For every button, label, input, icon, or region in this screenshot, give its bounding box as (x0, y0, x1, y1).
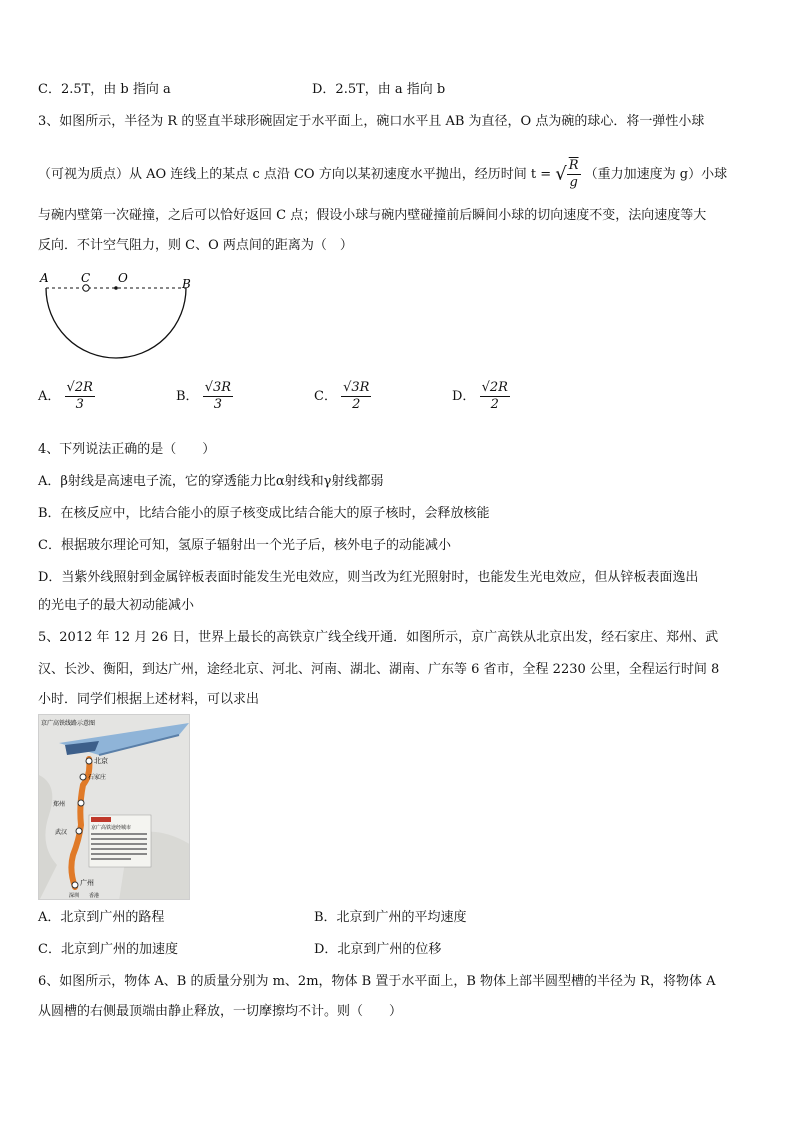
map-legend-title: 京广高铁途经城市 (91, 825, 132, 831)
q3-line-2 (38, 158, 727, 191)
option-d-prev: D．2.5T，由 a 指向 b (312, 82, 446, 97)
q5-option-a: A．北京到广州的路程 (38, 910, 165, 925)
q3-option-c (314, 380, 371, 413)
bowl-diagram (36, 266, 206, 366)
q5-option-b: B．北京到广州的平均速度 (314, 910, 467, 925)
q3-option-c-label: C． (314, 389, 337, 404)
city-wuhan: 武汉 (55, 829, 68, 836)
label-a: A (40, 271, 49, 285)
q5-line-3: 小时．同学们根据上述材料，可以求出 (38, 692, 260, 707)
ball-icon (83, 285, 89, 291)
city-beijing: 北京 (94, 757, 108, 765)
q3-line-3: 与碗内壁第一次碰撞，之后可以恰好返回 C 点；假设小球与碗内壁碰撞前后瞬间小球的切向速度不变，法向速度等大 (38, 208, 707, 223)
q3-option-a-label: A． (38, 389, 61, 404)
q3-time-den: g (569, 175, 578, 190)
q3-line-2-a: （可视为质点）从 AO 连线上的某点 c 点沿 CO 方向以某初速度水平抛出，经历时间 t = (38, 167, 552, 182)
label-o: O (118, 271, 128, 285)
q3-line-4: 反向．不计空气阻力，则 C、O 两点间的距离为（ ） (38, 238, 353, 253)
q5-option-c: C．北京到广州的加速度 (38, 942, 178, 957)
q4-stem: 4、下列说法正确的是（ ） (38, 442, 216, 457)
q3-option-c-num: √3R (343, 380, 370, 395)
q3-option-d (452, 380, 510, 413)
city-shenzhen: 深圳 (69, 893, 80, 899)
q3-option-d-den: 2 (490, 397, 499, 412)
center-point-icon (114, 286, 118, 290)
q4-option-a: A．β射线是高速电子流，它的穿透能力比α射线和γ射线都弱 (38, 474, 384, 489)
q3-option-a (38, 380, 95, 413)
q3-line-1: 3、如图所示，半径为 R 的竖直半球形碗固定于水平面上，碗口水平且 AB 为直径，O 点为碗的球心．将一弹性小球 (38, 114, 705, 129)
label-c: C (81, 271, 91, 285)
q3-option-d-label: D． (452, 389, 476, 404)
q6-line-2: 从圆槽的右侧最顶端由静止释放，一切摩擦均不计。则（ ） (38, 1004, 403, 1019)
q3-option-d-num: √2R (481, 380, 508, 395)
rail-map-svg (39, 715, 190, 900)
q6-line-1: 6、如图所示，物体 A、B 的质量分别为 m、2m，物体 B 置于水平面上，B 物体上部半圆型槽的半径为 R，将物体 A (38, 974, 716, 989)
city-hongkong: 香港 (89, 893, 100, 899)
q4-option-d-line-2: 的光电子的最大初动能减小 (38, 598, 195, 613)
q3-time-num: R (568, 158, 579, 173)
q3-option-c-fraction (341, 380, 371, 413)
q4-option-b: B．在核反应中，比结合能小的原子核变成比结合能大的原子核时，会释放核能 (38, 506, 490, 521)
q3-option-c-den: 2 (352, 397, 361, 412)
city-shijiazhuang: 石家庄 (88, 774, 107, 781)
q5-line-1: 5、2012 年 12 月 26 日，世界上最长的高铁京广线全线开通．如图所示，京广高铁从北京出发，经石家庄、郑州、武 (38, 630, 719, 645)
city-guangzhou: 广州 (80, 879, 94, 887)
q3-option-a-den: 3 (75, 397, 84, 412)
q3-option-b-den: 3 (213, 397, 223, 412)
q3-time-fraction (567, 158, 581, 191)
q4-option-c: C．根据玻尔理论可知，氢原子辐射出一个光子后，核外电子的动能减小 (38, 538, 451, 553)
rail-map-image (38, 714, 190, 900)
q5-option-d: D．北京到广州的位移 (314, 942, 442, 957)
q5-line-2: 汉、长沙、衡阳，到达广州，途经北京、河北、河南、湖北、湖南、广东等 6 省市，全程 2230 公里，全程运行时间 8 (38, 662, 720, 677)
q3-option-b-label: B． (176, 389, 199, 404)
option-c-prev: C．2.5T，由 b 指向 a (38, 82, 171, 97)
bowl-arc (46, 288, 186, 358)
city-zhengzhou: 郑州 (53, 801, 66, 808)
q3-option-b-fraction (203, 380, 233, 413)
q3-option-a-fraction (65, 380, 95, 413)
q3-option-a-num: √2R (66, 380, 93, 395)
q4-option-d-line-1: D．当紫外线照射到金属锌板表面时能发生光电效应，则当改为红光照射时，也能发生光电效应，但从锌板表面逸出 (38, 570, 699, 585)
label-b: B (182, 277, 191, 291)
q3-option-b-num: √3R (204, 380, 232, 395)
q3-option-d-fraction (480, 380, 510, 413)
sqrt-icon: √ (555, 163, 567, 185)
q3-option-b (176, 380, 233, 413)
q3-line-2-b: （重力加速度为 g）小球 (584, 167, 728, 182)
map-side-title: 京广高铁线路示意图 (41, 720, 96, 727)
